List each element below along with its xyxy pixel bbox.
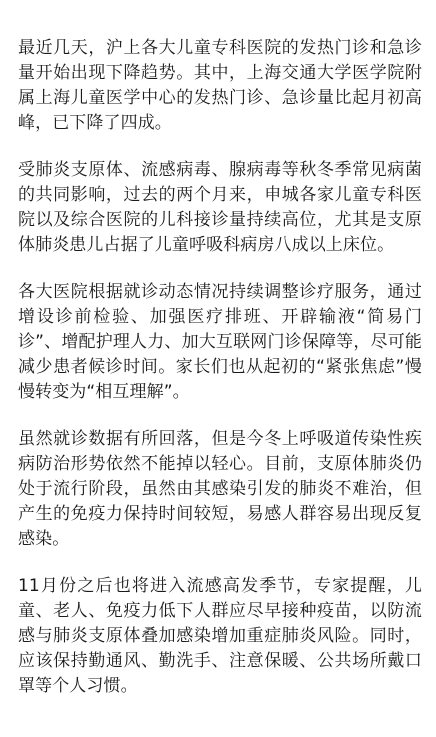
paragraph-5: 11月份之后也将进入流感高发季节，专家提醒，儿童、老人、免疫力低下人群应尽早接种疫苗，以防流感与肺炎支原体叠加感染增加重症肺炎风险。同时，应该保持勤通风、勤洗手、注意保暖、公共场所戴口罩等个人习惯。 <box>18 576 422 696</box>
paragraph-2: 受肺炎支原体、流感病毒、腺病毒等秋冬季常见病菌的共同影响，过去的两个月来，申城各家儿童专科医院以及综合医院的儿科接诊量持续高位，尤其是支原体肺炎患儿占据了儿童呼吸科病房八成以上床位。 <box>18 160 422 255</box>
paragraph-1: 最近几天，沪上各大儿童专科医院的发热门诊和急诊量开始出现下降趋势。其中，上海交通大学医学院附属上海儿童医学中心的发热门诊、急诊量比起月初高峰，已下降了四成。 <box>18 38 422 133</box>
paragraph-4: 虽然就诊数据有所回落，但是今冬上呼吸道传染性疾病防治形势依然不能掉以轻心。目前，支原体肺炎仍处于流行阶段，虽然由其感染引发的肺炎不难治，但产生的免疫力保持时间较短，易感人群容易出现反复感染。 <box>18 429 422 549</box>
paragraph-3: 各大医院根据就诊动态情况持续调整诊疗服务，通过增设诊前检验、加强医疗排班、开辟输液“简易门诊”、增配护理人力、加大互联网门诊保障等，尽可能减少患者候诊时间。家长们也从起初的“紧张焦虑”慢慢转变为“相互理解”。 <box>18 282 422 402</box>
